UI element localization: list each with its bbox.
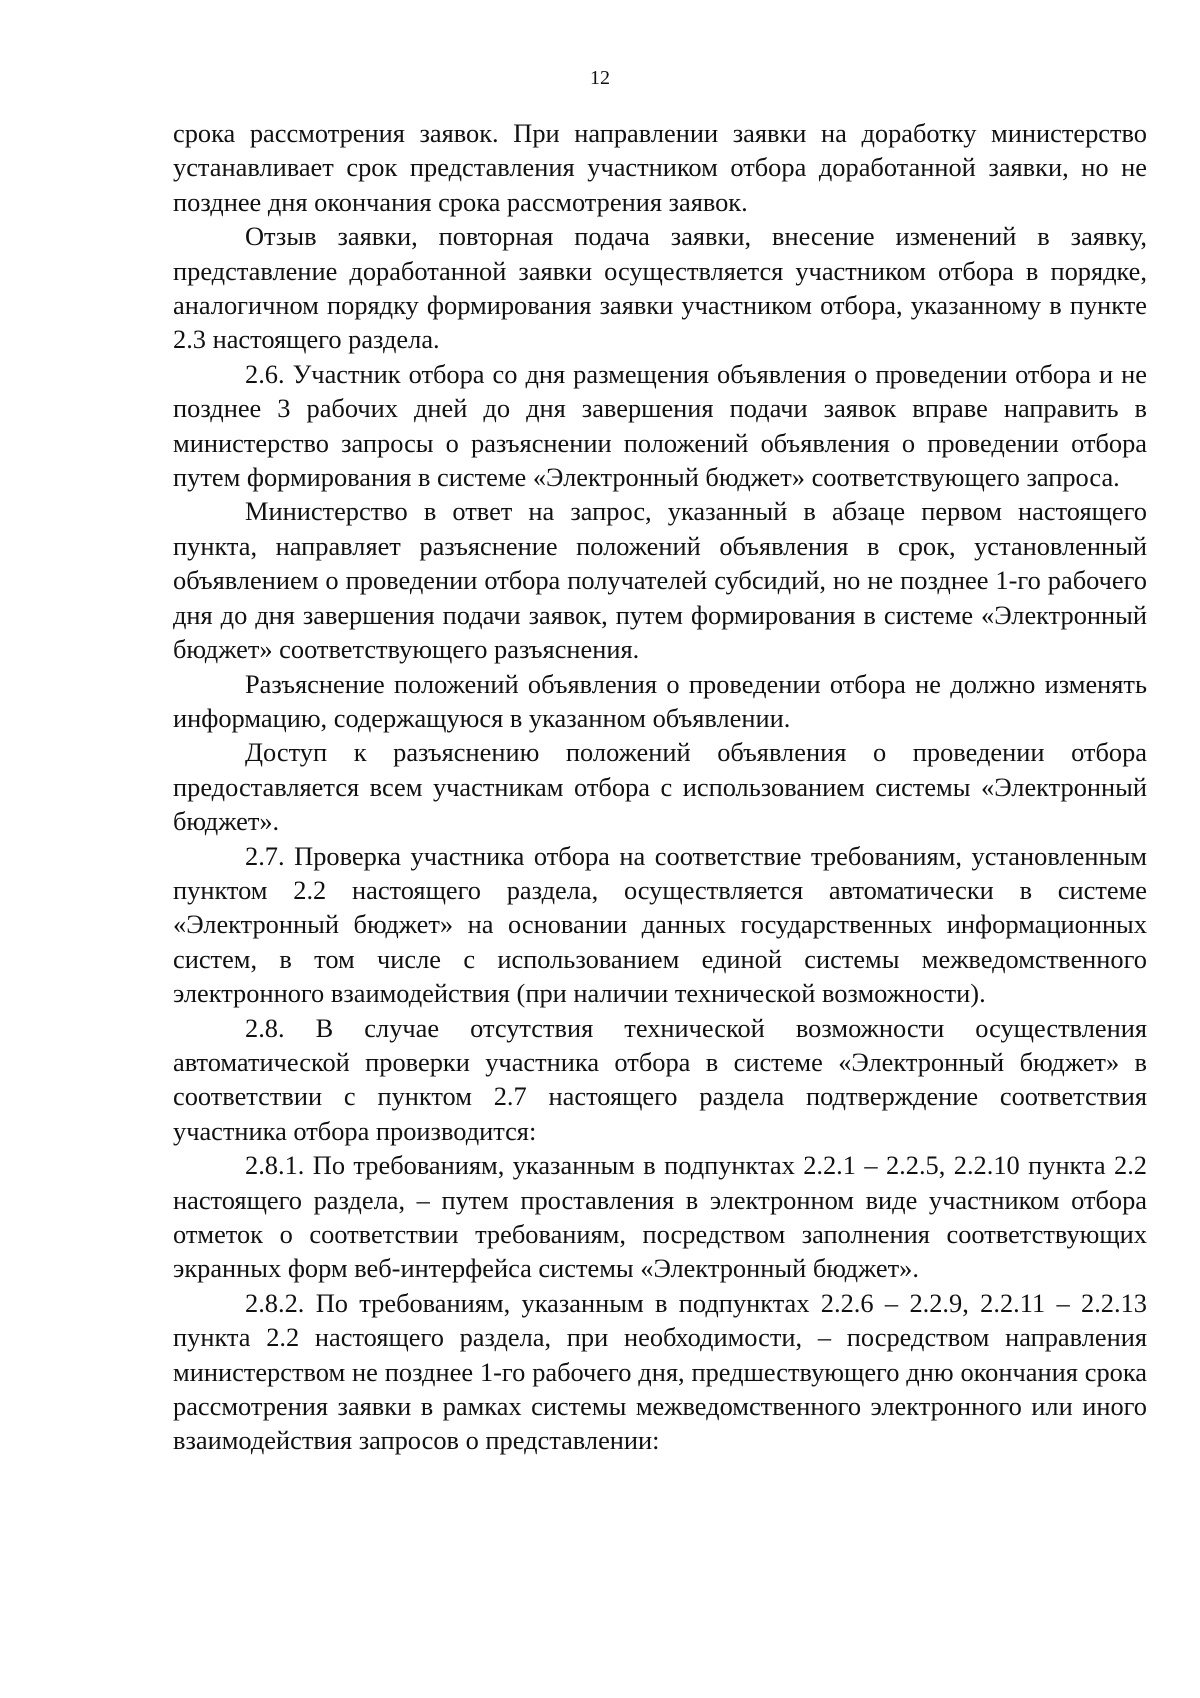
paragraph-continuation: срока рассмотрения заявок. При направлении заявки на доработку министерство устанавливает срок представления участником отбора доработанной заявки, но не позднее дня окончания срока рассмотрения заявок.	[173, 118, 1147, 217]
page-number: 12	[590, 67, 610, 89]
document-body	[173, 116, 1147, 1458]
paragraph-2-7: 2.7. Проверка участника отбора на соответствие требованиям, установленным пунктом 2.2 настоящего раздела, осуществляется автоматически в системе «Электронный бюджет» на основании данных государственных информационных систем, в том числе с использованием единой системы межведомственного электронного взаимодействия (при наличии технической возможности).	[173, 840, 1147, 1009]
paragraph-2-8-1: 2.8.1. По требованиям, указанным в подпунктах 2.2.1 – 2.2.5, 2.2.10 пункта 2.2 настоящего раздела, – путем проставления в электронном виде участником отбора отметок о соответствии требованиям, посредством заполнения соответствующих экранных форм веб-интерфейса системы «Электронный бюджет».	[173, 1150, 1147, 1284]
paragraph-2-8-2: 2.8.2. По требованиям, указанным в подпунктах 2.2.6 – 2.2.9, 2.2.11 – 2.2.13 пункта 2.2 настоящего раздела, при необходимости, – посредством направления министерством не позднее 1-го рабочего дня, предшествующего дню окончания срока рассмотрения заявки в рамках системы межведомственного электронного или иного взаимодействия запросов о представлении:	[173, 1287, 1147, 1456]
paragraph-2-6: 2.6. Участник отбора со дня размещения объявления о проведении отбора и не позднее 3 рабочих дней до дня завершения подачи заявок вправе направить в министерство запросы о разъяснении положений объявления о проведении отбора путем формирования в системе «Электронный бюджет» соответствующего запроса.	[173, 358, 1147, 493]
paragraph-clarification-limits: Разъяснение положений объявления о проведении отбора не должно изменять информацию, содержащуюся в указанном объявлении.	[173, 668, 1147, 733]
paragraph-clarification-access: Доступ к разъяснению положений объявления о проведении отбора предоставляется всем участникам отбора с использованием системы «Электронный бюджет».	[173, 737, 1147, 837]
paragraph-2-8: 2.8. В случае отсутствия технической возможности осуществления автоматической проверки участника отбора в системе «Электронный бюджет» в соответствии с пунктом 2.7 настоящего раздела подтверждение соответствия участника отбора производится:	[173, 1012, 1147, 1146]
paragraph-application-withdrawal: Отзыв заявки, повторная подача заявки, внесение изменений в заявку, представление доработанной заявки осуществляется участником отбора в порядке, аналогичном порядку формирования заявки участником отбора, указанному в пункте 2.3 настоящего раздела.	[173, 221, 1147, 355]
paragraph-ministry-response: Министерство в ответ на запрос, указанный в абзаце первом настоящего пункта, направляет разъяснение положений объявления в срок, установленный объявлением о проведении отбора получателей субсидий, но не позднее 1-го рабочего дня до дня завершения подачи заявок, путем формирования в системе «Электронный бюджет» соответствующего разъяснения.	[173, 496, 1147, 665]
